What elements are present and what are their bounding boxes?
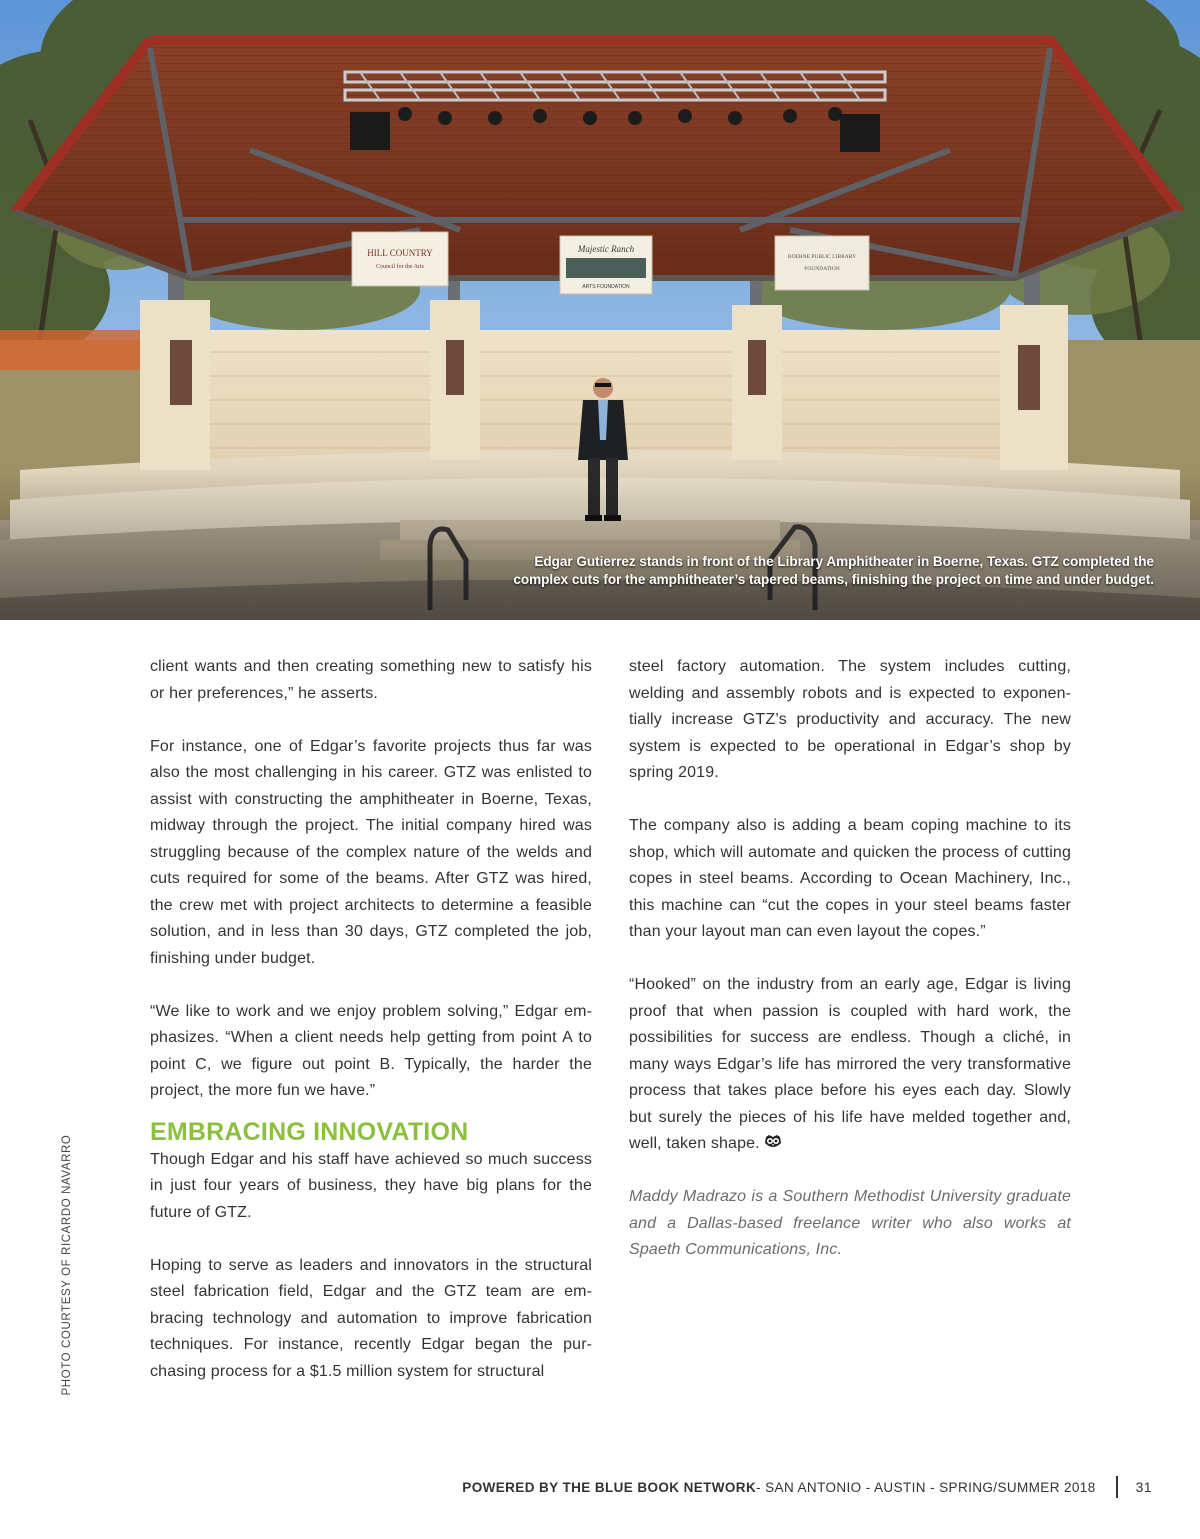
footer-details: - SAN ANTONIO - AUSTIN - SPRING/SUMMER 2018 xyxy=(756,1479,1096,1495)
page-footer xyxy=(462,1474,1152,1500)
banner-center-subtext: ARTS FOUNDATION xyxy=(582,284,630,290)
right-paragraph-3-wrap xyxy=(629,972,1071,1158)
section-heading: EMBRACING INNOVATION xyxy=(150,1117,469,1146)
amphitheater-illustration xyxy=(0,0,1200,620)
left-paragraph-5: Hoping to serve as leaders and innovators in the structural steel fabrication field, Edgar and the GTZ team are embracing technology and automation to improve fabrication techniques. For instance, recently Edgar began the purchasing process for a $1.5 million system for structural xyxy=(150,1256,592,1380)
right-paragraph-1: steel factory automation. The system includes cutting, welding and assembly robots and is expected to exponentially increase GTZ’s productivity and accuracy. The new system is expected to be operational in Edgar’s shop by spring 2019. xyxy=(629,658,1071,781)
footer-divider xyxy=(1116,1476,1118,1498)
banner-left-subtext: Council for the Arts xyxy=(376,264,424,270)
owl-icon xyxy=(763,1134,783,1150)
banner-left-text: HILL COUNTRY xyxy=(367,248,433,258)
banner-center-text: Majestic Ranch xyxy=(577,244,635,254)
photo-caption-line-2: complex cuts for the amphitheater’s tapered beams, finishing the project on time and under budget. xyxy=(513,572,1154,587)
right-paragraph-3: “Hooked” on the industry from an early age, Edgar is living proof that when passion is coupled with hard work, the possibilities for success are endless. Though a cliché, in many ways Edgar’s life has mirrored the very transformative process that takes place before his eyes each day. Slowly but surely the pieces of his life have melded together and, well, taken shape. xyxy=(629,976,1071,1152)
left-paragraph-4: Though Edgar and his staff have achieved so much success in just four years of business, they have big plans for the future of GTZ. xyxy=(150,1150,592,1221)
article-column-left xyxy=(150,654,592,1385)
article-column-right xyxy=(629,654,1071,1264)
photo-caption xyxy=(394,553,1154,589)
footer-brand: POWERED BY THE BLUE BOOK NETWORK xyxy=(462,1479,757,1495)
left-paragraph-3: “We like to work and we enjoy problem solving,” Edgar emphasizes. “When a client needs help getting from point A to point C, we figure out point B. Typically, the harder the project, the more fun we have.” xyxy=(150,1002,592,1099)
left-paragraph-2: For instance, one of Edgar’s favorite projects thus far was also the most challenging in his career. GTZ was enlisted to assist with constructing the amphitheater in Boerne, Texas, midway through the project. The initial company hired was struggling because of the complex nature of the welds and cuts required for some of the beams. After GTZ was hired, the crew met with project architects to determine a feasible solution, and in less than 30 days, GTZ completed the job, finishing under budget. xyxy=(150,737,592,967)
author-bio: Maddy Madrazo is a Southern Methodist University graduate and a Dallas-based freelance writer who also works at Spaeth Communications, Inc. xyxy=(629,1188,1071,1258)
photo-credit: PHOTO COURTESY OF RICARDO NAVARRO xyxy=(61,1134,73,1396)
hero-photo xyxy=(0,0,1200,620)
page-number: 31 xyxy=(1135,1479,1152,1495)
left-paragraph-1: client wants and then creating something new to satisfy his or her preferences,” he asserts. xyxy=(150,658,592,702)
right-paragraph-2: The company also is adding a beam coping machine to its shop, which will automate and quicken the process of cutting copes in steel beams. According to Ocean Machinery, Inc., this machine can “cut the copes in your steel beams faster than your layout man can even layout the copes.” xyxy=(629,817,1071,940)
banner-right-subtext: FOUNDATION xyxy=(804,266,840,272)
photo-caption-line-1: Edgar Gutierrez stands in front of the Library Amphitheater in Boerne, Texas. GTZ completed the xyxy=(534,554,1154,569)
banner-right-text: BOERNE PUBLIC LIBRARY xyxy=(787,254,857,260)
